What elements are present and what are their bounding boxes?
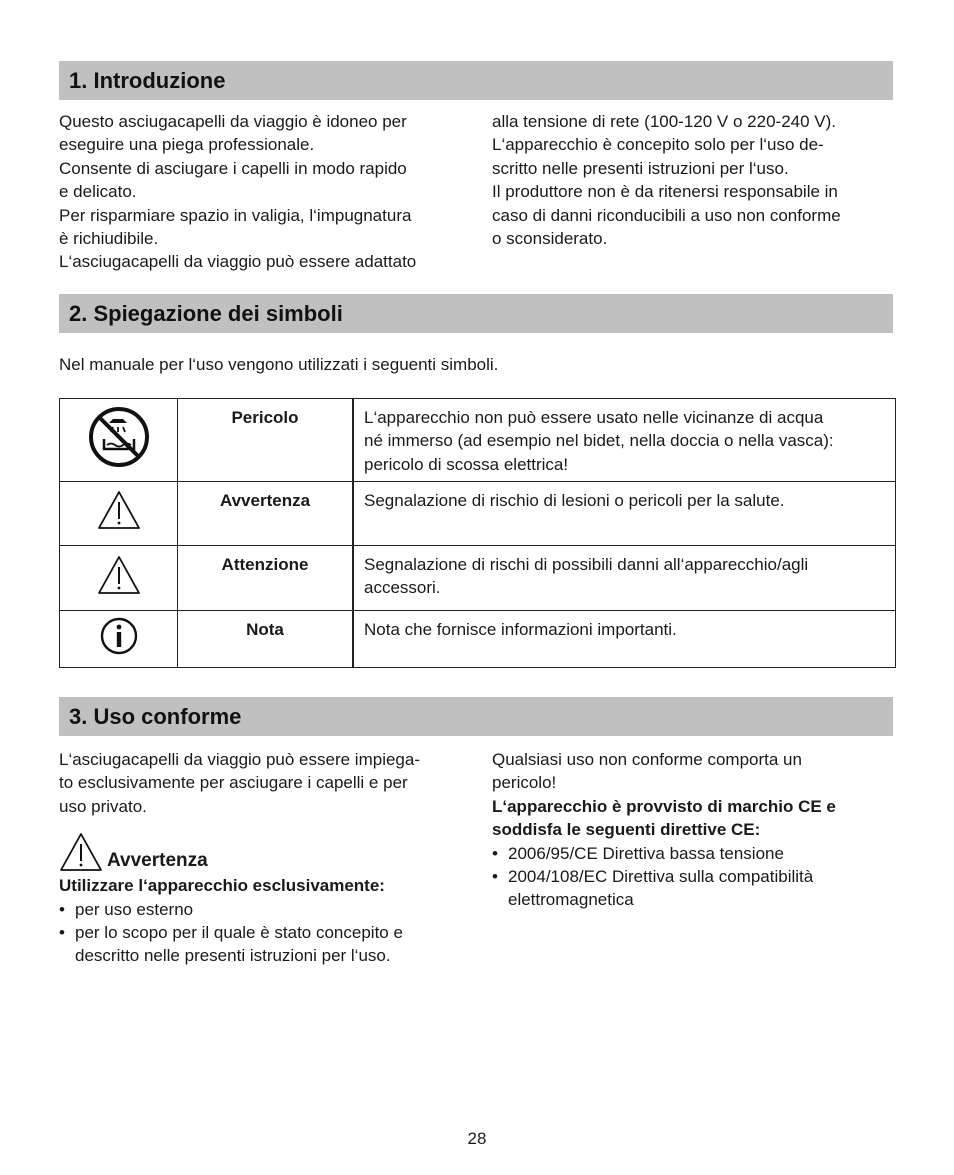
no-water-icon — [87, 405, 151, 469]
symbol-description — [353, 546, 896, 611]
list-item — [492, 842, 892, 865]
text-line: Qualsiasi uso non conforme comporta un — [492, 750, 802, 769]
text-line: to esclusivamente per asciugare i capelli e per — [59, 773, 408, 793]
text-line: Questo asciugacapelli da viaggio è idoneo per — [59, 112, 407, 131]
text-line: L‘apparecchio è provvisto di marchio CE e — [492, 796, 836, 816]
text-line: uso privato. — [59, 796, 147, 816]
text-line: Il produttore non è da ritenersi responsabile in — [492, 182, 838, 202]
list-item — [59, 898, 469, 921]
directives-list — [492, 842, 892, 912]
text-line: descritto nelle presenti istruzioni per l‘uso. — [75, 946, 391, 966]
text-line: • per lo scopo per il quale è stato concepito e — [75, 923, 403, 943]
symbol-name: Avvertenza — [178, 482, 354, 546]
text-line: pericolo! — [492, 773, 557, 793]
warning-heading — [59, 832, 469, 872]
symbol-cell — [60, 611, 178, 668]
text-line: Segnalazione di rischi di possibili danni all‘apparecchio/agli — [364, 555, 809, 574]
text-line: e delicato. — [59, 182, 137, 202]
warning-title: Avvertenza — [107, 850, 208, 872]
warning-subtitle: Utilizzare l‘apparecchio esclusivamente: — [59, 876, 385, 896]
symbols-intro: Nel manuale per l‘uso vengono utilizzati i seguenti simboli. — [59, 355, 499, 374]
text-line: Segnalazione di rischio di lesioni o pericoli per la salute. — [364, 491, 785, 510]
warning-triangle-icon — [59, 832, 103, 872]
text-line: • 2004/108/EC Direttiva sulla compatibilità — [508, 867, 814, 887]
table-row — [60, 399, 896, 482]
symbols-table — [59, 398, 896, 668]
section-3-left-column — [59, 748, 469, 968]
symbol-cell — [60, 482, 178, 546]
warning-triangle-icon — [97, 555, 141, 595]
text-line: per uso esterno — [75, 899, 194, 919]
section-1-heading: 1. Introduzione — [59, 61, 893, 100]
table-row — [60, 611, 896, 668]
section-1-left-column — [59, 110, 469, 274]
text-line: Consente di asciugare i capelli in modo rapido — [59, 158, 407, 178]
text-line: L‘apparecchio è concepito solo per l‘uso de- — [492, 135, 824, 155]
text-line: scritto nelle presenti istruzioni per l‘uso. — [492, 158, 789, 178]
symbol-name: Attenzione — [178, 546, 354, 611]
symbol-cell — [60, 546, 178, 611]
text-line: Per risparmiare spazio in valigia, l‘impugnatura — [59, 205, 412, 225]
text-line: L‘asciugacapelli da viaggio può essere impiega- — [59, 750, 421, 769]
text-line: eseguire una piega professionale. — [59, 135, 315, 155]
section-3-right-column — [492, 748, 892, 912]
table-row — [60, 546, 896, 611]
text-line: L‘asciugacapelli da viaggio può essere adattato — [59, 252, 417, 272]
text-line: o sconsiderato. — [492, 229, 608, 249]
symbol-cell — [60, 399, 178, 482]
text-line: elettromagnetica — [508, 890, 634, 910]
symbol-description — [353, 482, 896, 546]
text-line: soddisfa le seguenti direttive CE: — [492, 820, 761, 840]
warning-triangle-icon — [97, 490, 141, 530]
section-2-heading: 2. Spiegazione dei simboli — [59, 294, 893, 333]
list-item — [492, 865, 892, 912]
text-line: 2006/95/CE Direttiva bassa tensione — [508, 843, 784, 863]
symbol-name: Nota — [178, 611, 354, 668]
text-line: alla tensione di rete (100-120 V o 220-240 V). — [492, 112, 837, 131]
text-line: accessori. — [364, 578, 441, 598]
symbol-description — [353, 399, 896, 482]
section-1-right-column — [492, 110, 892, 250]
text-line: caso di danni riconducibili a uso non conforme — [492, 205, 841, 225]
section-3-heading: 3. Uso conforme — [59, 697, 893, 736]
symbol-name: Pericolo — [178, 399, 354, 482]
text-line: è richiudibile. — [59, 229, 159, 249]
text-line: Nota che fornisce informazioni importanti. — [364, 620, 677, 639]
symbol-description — [353, 611, 896, 668]
info-icon — [99, 616, 139, 656]
table-row — [60, 482, 896, 546]
warning-list — [59, 898, 469, 968]
text-line: L‘apparecchio non può essere usato nelle vicinanze di acqua — [364, 408, 824, 427]
text-line: né immerso (ad esempio nel bidet, nella doccia o nella vasca): — [364, 431, 834, 451]
text-line: pericolo di scossa elettrica! — [364, 454, 569, 474]
page-number: 28 — [467, 1129, 487, 1148]
list-item — [59, 921, 469, 968]
